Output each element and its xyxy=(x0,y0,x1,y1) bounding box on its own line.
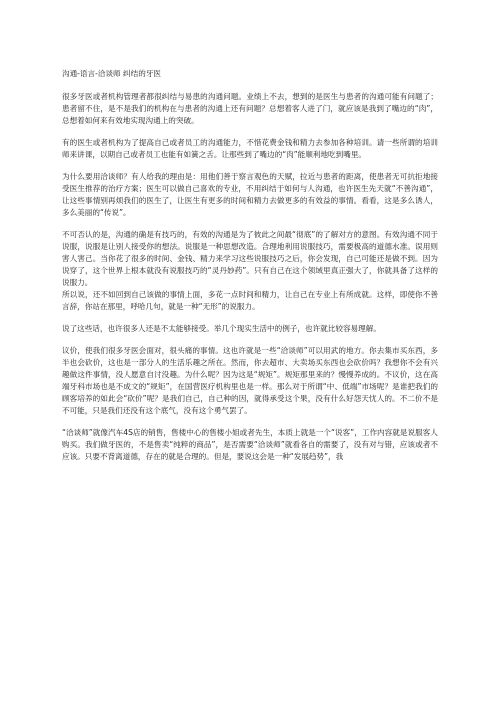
article xyxy=(62,68,438,473)
paragraph: 有的医生或者机构为了提高自己或者员工的沟通能力，不惜花费金钱和精力去参加各种培训。请一些所谓的培训师来讲课，以期自己或者员工也能有如簧之舌。让那些到了嘴边的“肉”能顺利地吃到嘴里。 xyxy=(62,138,438,159)
paragraph: “洽谈师”就像汽车4S店的销售，售楼中心的售楼小姐或者先生，本质上就是一个“说客”，工作内容就是说服客人购买。我们做牙医的，不是售卖“纯粹的商品”，是否需要“洽谈师”就看各自的需要了，没有对与错，应该或者不应该。只要不背离道德，存在的就是合理的。但是，要说这会是一种“发展趋势”，我 xyxy=(62,428,438,461)
article-title: 沟通-语言-洽谈师 纠结的牙医 xyxy=(62,69,162,78)
paragraph: 为什么要用洽谈师？有人给我的理由是：用他们善于察言观色的天赋，拉近与患者的距离，使患者无可抗拒地接受医生推荐的治疗方案；医生可以做自己喜欢的专业，不用纠结于如何与人沟通，也许医生先天就“不善沟通”，让这些事情别再烦我们的医生了，让医生有更多的时间和精力去做更多的有效益的事情。看看，这是多么诱人，多么美丽的“传说”。 xyxy=(62,172,438,217)
paragraph: 很多牙医或者机构管理者都很纠结与易患的沟通问题。业绩上不去，想到的是医生与患者的沟通可能有问题了；患者留不住，是不是我们的机构在与患者的沟通上还有问题？总想着客人进了门，就应该是我到了嘴边的“肉”，总想着如何来有效地实现沟通上的突破。 xyxy=(62,92,438,125)
paragraph: 不可否认的是，沟通的确是有技巧的，有效的沟通是为了彼此之间最“彻底”的了解对方的意图。有效沟通不同于说服，说服是让别人接受你的想法。说服是一种思想改造。合理地利用说服技巧，需要极高的道德水准。误用则害人害己。当你花了很多的时间、金钱、精力来学习这些说服技巧之后，你会发现，自己可能还是做不到。因为说穿了，这个世界上根本就没有说服技巧的“灵丹妙药”。只有自己在这个领域里真正强大了，你就具备了这样的说服力。 xyxy=(62,230,438,287)
paragraph: 议价，使我们很多牙医会面对，很头痛的事情。这也许就是一些“洽谈师”可以用武的地方。你去集市买东西，多半也会砍价，这也是一部分人的生活乐趣之所在。然而，你去超市、大卖场买东西也会砍价吗？我想你不会有兴趣做这件事情，没人愿意自讨没趣。为什么呢？因为这是“规矩”。规矩那里来的？慢慢养成的。不议价，这在高端牙科市场也是不成文的“规矩”，在国营医疗机构里也是一样。那么对于所谓“中、低端”市场呢？是谁把我们的顾客培养的如此会“砍价”呢？是我们自己，自己种的因，就得承受这个果，没有什么好怨天忧人的。不二价不是不可能，只是我们还没有这个底气，没有这个勇气罢了。 xyxy=(62,346,438,415)
paragraph: 说了这些话，也许很多人还是不太能够接受。举几个现实生活中的例子，也许就比较容易理解。 xyxy=(62,324,381,333)
paragraph: 所以说，还不如回到自己该做的事情上面，多花一点时间和精力，让自己在专业上有所成就。这样，即使你不善言辞，你站在那里，呼哈几句，就是一种“无形”的说服力。 xyxy=(62,290,438,311)
